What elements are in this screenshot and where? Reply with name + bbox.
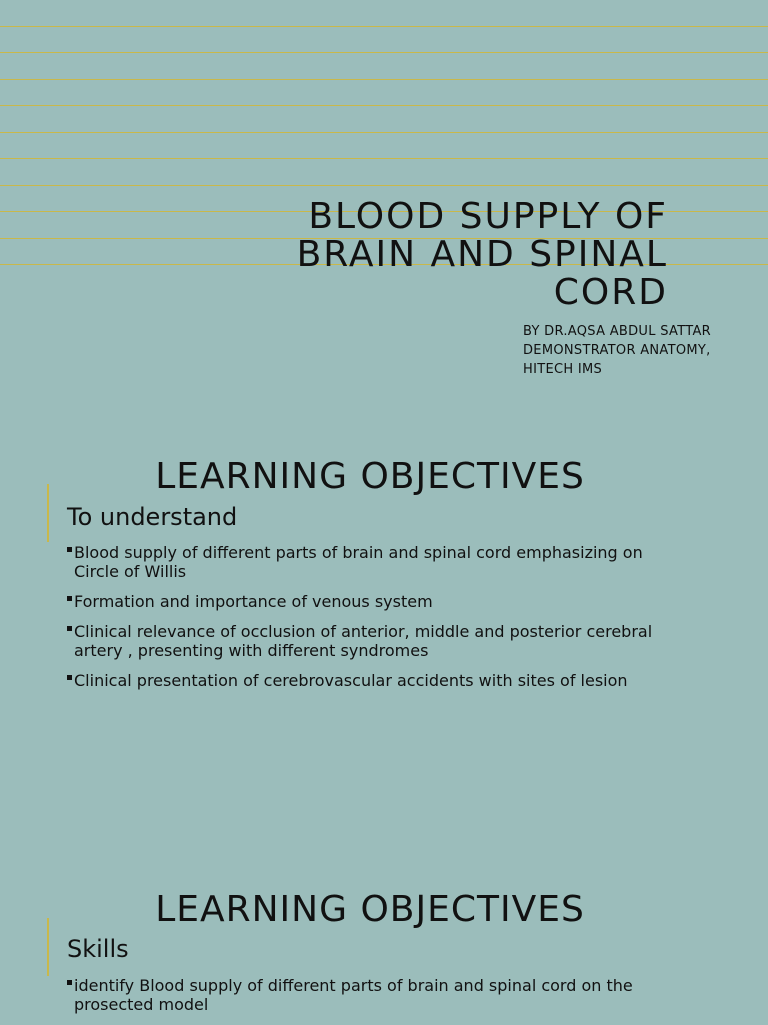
bullet-text: identify Blood supply of different parts of brain and spinal cord on the prosected model (74, 976, 633, 1014)
title-line: BRAIN AND SPINAL (296, 234, 668, 275)
title-line: BLOOD SUPPLY OF (308, 196, 668, 237)
objectives-subheading: To understand (67, 503, 238, 531)
accent-bar (47, 484, 49, 542)
bullet-text: Formation and importance of venous system (74, 592, 433, 611)
stripe-line (0, 105, 768, 106)
objectives-heading: LEARNING OBJECTIVES (155, 456, 585, 497)
slide-title (297, 198, 668, 312)
bullet-text: Blood supply of different parts of brain and spinal cord emphasizing on Circle of Willis (74, 543, 643, 581)
list-item (67, 543, 687, 581)
bullet-text: Clinical relevance of occlusion of anterior, middle and posterior cerebral artery , presenting with different syndromes (74, 622, 653, 660)
author-byline (523, 322, 711, 379)
stripe-line (0, 185, 768, 186)
stripe-line (0, 132, 768, 133)
stripe-line (0, 52, 768, 53)
stripe-line (0, 79, 768, 80)
stripe-line (0, 26, 768, 27)
skills-subheading: Skills (67, 935, 129, 963)
list-item (67, 592, 687, 611)
skills-list (67, 976, 687, 1025)
bullet-icon (67, 626, 72, 631)
list-item (67, 622, 687, 660)
byline-line: DEMONSTRATOR ANATOMY, (523, 343, 711, 358)
list-item (67, 976, 687, 1014)
bullet-icon (67, 547, 72, 552)
objectives-list (67, 543, 687, 701)
title-line: CORD (553, 272, 668, 313)
stripe-line (0, 158, 768, 159)
accent-bar (47, 918, 49, 976)
byline-line: HITECH IMS (523, 362, 603, 377)
skills-heading: LEARNING OBJECTIVES (155, 889, 585, 930)
bullet-text: Clinical presentation of cerebrovascular accidents with sites of lesion (74, 671, 628, 690)
bullet-icon (67, 596, 72, 601)
bullet-icon (67, 980, 72, 985)
list-item (67, 671, 687, 690)
bullet-icon (67, 675, 72, 680)
byline-line: BY DR.AQSA ABDUL SATTAR (523, 324, 711, 339)
